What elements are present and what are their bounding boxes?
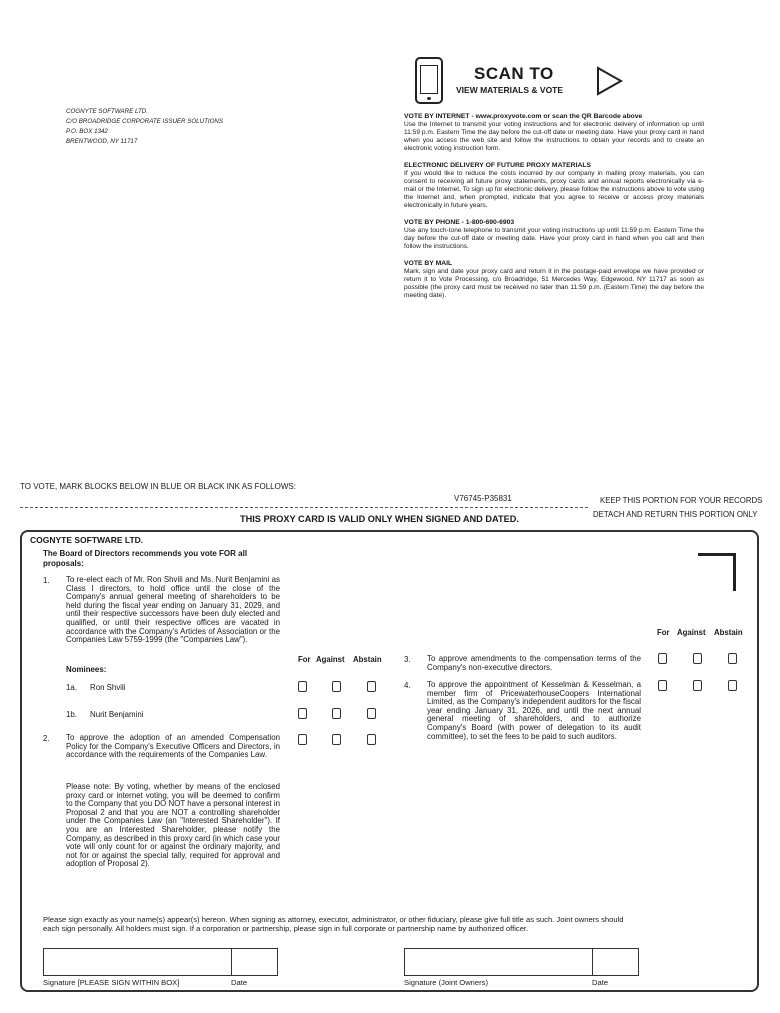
nominee-name: Nurit Benjamini <box>90 710 144 719</box>
nominee-number: 1a. <box>66 683 77 692</box>
return-address-line: C/O BROADRIDGE CORPORATE ISSUER SOLUTIONS <box>66 118 224 125</box>
nominees-label: Nominees: <box>66 665 107 674</box>
play-arrow-icon <box>596 66 624 96</box>
vote-abstain-checkbox[interactable] <box>367 708 376 719</box>
vote-for-checkbox[interactable] <box>298 734 307 745</box>
signature-box[interactable] <box>43 948 232 976</box>
proposal-number: 1. <box>43 576 50 585</box>
vote-by-internet <box>404 113 704 153</box>
proposal-4-text: To approve the appointment of Kesselman & Kesselman, a member firm of PricewaterhouseCoopers International Limited, as the Company's independent auditors for the fiscal year ending January 31, 2026, and until the next annual general meeting of shareholders, and to authorize Company's Board (with power of delegation to its audit committee), to set the fees to be paid to such auditors. <box>427 680 641 741</box>
phone-heading: VOTE BY PHONE - 1-800-690-6903 <box>404 219 515 226</box>
vote-for-checkbox[interactable] <box>658 680 667 691</box>
return-address-line: P.O. BOX 1342 <box>66 128 108 135</box>
proposal-number: 2. <box>43 734 50 743</box>
detach-line <box>20 507 588 508</box>
date-label: Date <box>231 978 248 987</box>
joint-signature-box[interactable] <box>404 948 593 976</box>
vote-against-checkbox[interactable] <box>332 708 341 719</box>
vote-for-checkbox[interactable] <box>298 708 307 719</box>
proposal-number: 4. <box>404 681 411 690</box>
vote-against-checkbox[interactable] <box>693 680 702 691</box>
return-address-line: BRENTWOOD, NY 11717 <box>66 138 138 145</box>
vote-by-phone <box>404 219 704 251</box>
vote-abstain-checkbox[interactable] <box>367 734 376 745</box>
joint-date-box[interactable] <box>592 948 639 976</box>
proposal-2-text: To approve the adoption of an amended Compensation Policy for the Company's Executive Officers and Directors, in accordance with the requirements of the Companies Law. <box>66 733 280 760</box>
scan-subtitle: VIEW MATERIALS & VOTE <box>456 85 564 95</box>
date-box[interactable] <box>231 948 278 976</box>
column-against: Against <box>316 655 345 664</box>
proposal-2-note: Please note: By voting, whether by means of the enclosed proxy card or internet voting, you will be deemed to confirm to the Company that you DO NOT have a personal interest in Proposal 2 and that you are NOT a controlling shareholder under the Companies Law (an "Interested Shareholder"). If you are an Interested Shareholder, please notify the Company, as described in this proxy card (in which case your vote will only count for or against the ordinary majority, and not for or against the special tally, required for approval and adoption of Proposal 2). <box>66 782 280 869</box>
mail-body: Mark, sign and date your proxy card and return it in the postage-paid envelope we have provided or return it to Vote Processing, c/o Broadridge, 51 Mercedes Way, Edgewood, NY 11717 as soon as possible (the proxy card must be received no later than 11:59 p.m. (Eastern Time) the day before the meeting date). <box>404 268 704 299</box>
scan-title: SCAN TO <box>474 64 554 83</box>
vote-abstain-checkbox[interactable] <box>728 680 737 691</box>
column-abstain: Abstain <box>714 628 743 637</box>
to-vote-instruction: TO VOTE, MARK BLOCKS BELOW IN BLUE OR BLACK INK AS FOLLOWS: <box>20 482 296 491</box>
vote-by-mail <box>404 260 704 300</box>
proposal-number: 3. <box>404 655 411 664</box>
vote-abstain-checkbox[interactable] <box>367 681 376 692</box>
nominee-number: 1b. <box>66 710 77 719</box>
smartphone-icon <box>415 57 443 104</box>
vote-against-checkbox[interactable] <box>332 734 341 745</box>
signature-label: Signature [PLEASE SIGN WITHIN BOX] <box>43 978 180 987</box>
sign-instructions: Please sign exactly as your name(s) appear(s) hereon. When signing as attorney, executor, administrator, or other fiduciary, please give full title as such. Joint owners should each sign personally. All holders must sign. If a corporation or partnership, please sign in full corporate or partnership name by authorized officer. <box>43 915 624 934</box>
card-company-name: COGNYTE SOFTWARE LTD. <box>30 535 144 545</box>
vote-for-checkbox[interactable] <box>658 653 667 664</box>
internet-body: Use the Internet to transmit your voting instructions and for electronic delivery of information up until 11:59 p.m. Eastern Time the day before the cut-off date or meeting date. Have your proxy card in hand when you access the web site and follow the instructions to obtain your records and to create an electronic voting instruction form. <box>404 121 704 152</box>
board-recommendation: The Board of Directors recommends you vote FOR all proposals: <box>43 549 248 568</box>
corner-mark <box>698 553 736 591</box>
mail-heading: VOTE BY MAIL <box>404 260 453 267</box>
vote-against-checkbox[interactable] <box>693 653 702 664</box>
vote-against-checkbox[interactable] <box>332 681 341 692</box>
valid-notice: THIS PROXY CARD IS VALID ONLY WHEN SIGNED AND DATED. <box>240 514 519 524</box>
column-for: For <box>298 655 311 664</box>
joint-signature-label: Signature (Joint Owners) <box>404 978 488 987</box>
keep-portion-label: KEEP THIS PORTION FOR YOUR RECORDS <box>600 496 763 505</box>
column-abstain: Abstain <box>353 655 382 664</box>
vote-abstain-checkbox[interactable] <box>728 653 737 664</box>
vote-for-checkbox[interactable] <box>298 681 307 692</box>
electronic-delivery <box>404 162 704 210</box>
phone-body: Use any touch-tone telephone to transmit your voting instructions up until 11:59 p.m. Eastern Time the day before the cut-off date or meeting date. Have your proxy card in hand when you call and then follow the instructions. <box>404 227 704 250</box>
internet-heading[interactable]: VOTE BY INTERNET - www.proxyvote.com or scan the QR Barcode above <box>404 113 643 120</box>
control-number: V76745-P35831 <box>454 494 512 503</box>
electronic-heading: ELECTRONIC DELIVERY OF FUTURE PROXY MATERIALS <box>404 162 592 169</box>
electronic-body: If you would like to reduce the costs incurred by our company in mailing proxy materials, you can consent to receiving all future proxy statements, proxy cards and annual reports electronically via e-mail or the Internet. To sign up for electronic delivery, please follow the instructions above to vote using the Internet and, when prompted, indicate that you agree to receive or access proxy materials electronically in future years. <box>404 170 704 209</box>
column-against: Against <box>677 628 706 637</box>
joint-date-label: Date <box>592 978 609 987</box>
proposal-1-text: To re-elect each of Mr. Ron Shvili and Ms. Nurit Benjamini as Class I directors, to hold office until the close of the Company's annual general meeting of shareholders to be held during the fiscal year ending on January 31, 2029, and until their respective successors have been duly elected and qualified, or until their respective offices are vacated in accordance with the Company's Articles of Association or the Companies Law 5759-1999 (the "Companies Law"). <box>66 575 280 645</box>
proposal-3-text: To approve amendments to the compensation terms of the Company's non-executive directors. <box>427 654 641 672</box>
detach-portion-label: DETACH AND RETURN THIS PORTION ONLY <box>593 510 758 519</box>
column-for: For <box>657 628 670 637</box>
nominee-name: Ron Shvili <box>90 683 126 692</box>
return-address <box>66 107 223 147</box>
return-address-line: COGNYTE SOFTWARE LTD. <box>66 108 148 115</box>
